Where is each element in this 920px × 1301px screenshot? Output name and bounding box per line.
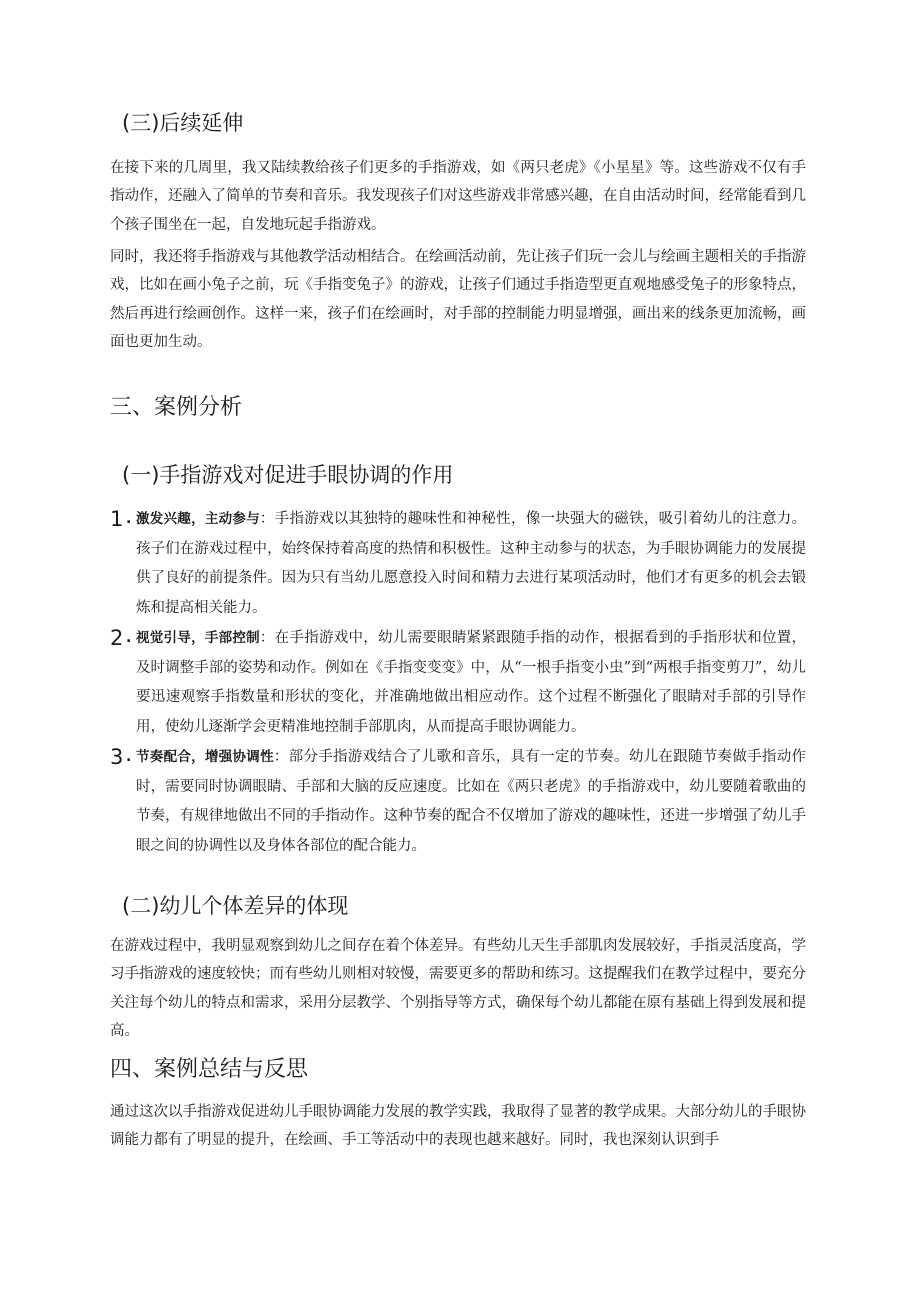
list-item-text: ：部分手指游戏结合了儿歌和音乐，具有一定的节奏。幼儿在跟随节奏做手指动作时，需要同时协调眼睛、手部和大脑的反应速度。比如在《两只老虎》的手指游戏中，幼儿要随着歌曲的节奏，有规律地做出不同的手指动作。这种节奏的配合不仅增加了游戏的趣味性，还进一步增强了幼儿手眼之间的协调性以及身体各部位的配合能力。	[136, 749, 806, 854]
heading-case-analysis: 三、案例分析	[110, 395, 243, 420]
list-item-dot: .	[126, 630, 132, 646]
list-item-number: 1	[110, 507, 124, 531]
heading-summary-reflection: 四、案例总结与反思	[110, 1057, 309, 1082]
list-item-lead: 节奏配合，增强协调性	[136, 749, 274, 765]
list-item-text: ：在手指游戏中，幼儿需要眼睛紧紧跟随手指的动作，根据看到的手指形状和位置，及时调整手部的姿势和动作。例如在《手指变变变》中，从“一根手指变小虫”到“两根手指变剪刀”，幼儿要迅速观察手指数量和形状的变化，并准确地做出相应动作。这个过程不断强化了眼睛对手部的引导作用，使幼儿逐渐学会更精准地控制手部肌肉，从而提高手眼协调能力。	[136, 630, 807, 735]
list-item-dot: .	[126, 749, 132, 765]
list-item-text: ：手指游戏以其独特的趣味性和神秘性，像一块强大的磁铁，吸引着幼儿的注意力。孩子们在游戏过程中，始终保持着高度的热情和积极性。这种主动参与的状态，为手眼协调能力的发展提供了良好的前提条件。因为只有当幼儿愿意投入时间和精力去进行某项活动时，他们才有更多的机会去锻炼和提高相关能力。	[136, 511, 807, 616]
list-item-dot: .	[126, 511, 132, 527]
paragraph-followup-1: 在接下来的几周里，我又陆续教给孩子们更多的手指游戏，如《两只老虎》《小星星》等。这些游戏不仅有手指动作，还融入了简单的节奏和音乐。我发现孩子们对这些游戏非常感兴趣，在自由活动时间，经常能看到几个孩子围坐在一起，自发地玩起手指游戏。	[110, 160, 806, 233]
list-item-body	[110, 505, 806, 623]
paragraph-followup-2: 同时，我还将手指游戏与其他教学活动相结合。在绘画活动前，先让孩子们玩一会儿与绘画主题相关的手指游戏，比如在画小兔子之前，玩《手指变兔子》的游戏，让孩子们通过手指造型更直观地感受兔子的形象特点，然后再进行绘画创作。这样一来，孩子们在绘画时，对手部的控制能力明显增强，画出来的线条更加流畅，画面也更加生动。	[110, 249, 806, 350]
heading-followup-extension: (三)后续延伸	[122, 111, 244, 135]
list-item-lead: 视觉引导，手部控制	[136, 630, 260, 646]
list-item-1	[110, 505, 806, 623]
list-item-number: 3	[110, 745, 124, 769]
list-item-2	[110, 624, 806, 742]
paragraph-individual-differences: 在游戏过程中，我明显观察到幼儿之间存在着个体差异。有些幼儿天生手部肌肉发展较好，手指灵活度高，学习手指游戏的速度较快；而有些幼儿则相对较慢，需要更多的帮助和练习。这提醒我们在教学过程中，要充分关注每个幼儿的特点和需求，采用分层教学、个别指导等方式，确保每个幼儿都能在原有基础上得到发展和提高。	[110, 938, 806, 1039]
list-item-body	[110, 624, 806, 742]
list-item-lead: 激发兴趣，主动参与	[136, 511, 260, 527]
heading-finger-game-role: (一)手指游戏对促进手眼协调的作用	[122, 463, 454, 487]
paragraph-summary: 通过这次以手指游戏促进幼儿手眼协调能力发展的教学实践，我取得了显著的教学成果。大部分幼儿的手眼协调能力都有了明显的提升，在绘画、手工等活动中的表现也越来越好。同时，我也深刻认识到手	[110, 1104, 806, 1149]
list-item-3	[110, 743, 806, 861]
list-item-number: 2	[110, 626, 124, 650]
list-item-body	[110, 743, 806, 861]
heading-individual-differences: (二)幼儿个体差异的体现	[122, 894, 349, 918]
